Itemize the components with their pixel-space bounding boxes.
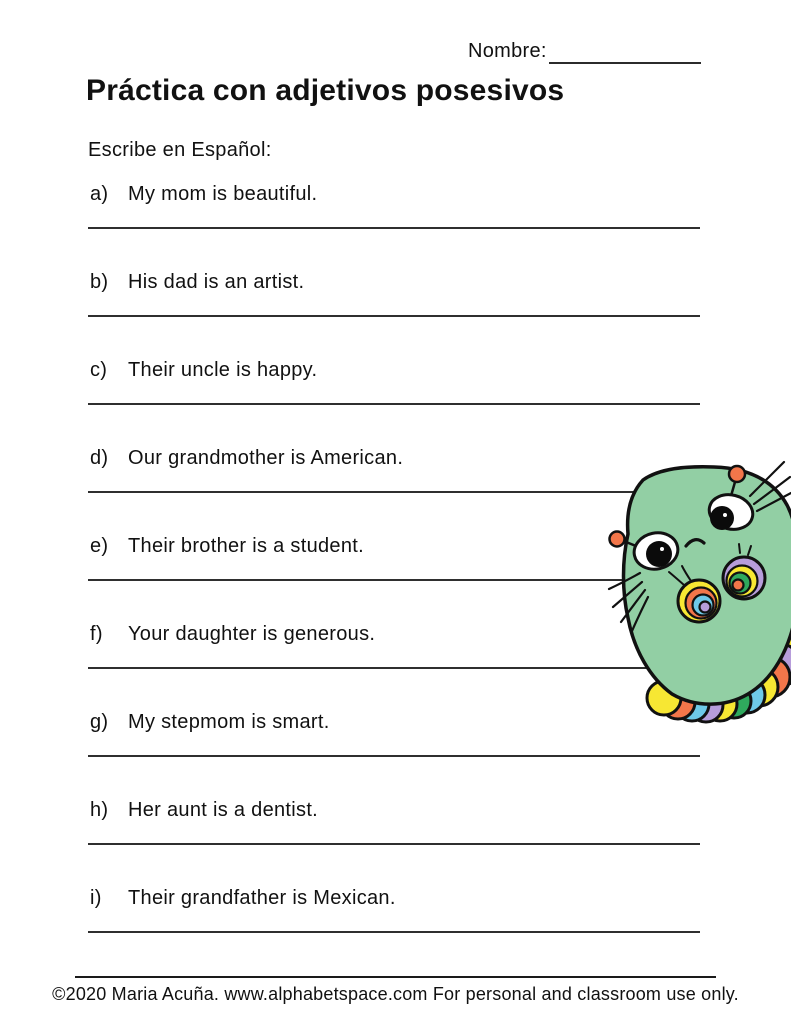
exercise-item (0, 269, 791, 357)
exercise-sentence: Her aunt is a dentist. (128, 799, 319, 821)
exercise-label: c) (90, 359, 108, 381)
exercise-label: i) (90, 887, 102, 909)
exercise-label: f) (90, 623, 103, 645)
exercise-label: e) (90, 535, 109, 557)
exercise-sentence: His dad is an artist. (128, 271, 305, 293)
exercise-sentence-row (0, 181, 791, 207)
instructions-text: Escribe en Español: (88, 139, 272, 161)
exercise-sentence: My mom is beautiful. (128, 183, 318, 205)
exercise-item (0, 885, 791, 973)
exercise-sentence: Their uncle is happy. (128, 359, 318, 381)
exercise-sentence: My stepmom is smart. (128, 711, 330, 733)
exercise-label: g) (90, 711, 109, 733)
answer-blank-line[interactable] (88, 755, 700, 757)
exercise-sentence-row (0, 885, 791, 911)
caterpillar-illustration (580, 440, 791, 740)
name-label: Nombre: (468, 40, 547, 62)
exercise-item (0, 181, 791, 269)
answer-blank-line[interactable] (88, 843, 700, 845)
answer-blank-line[interactable] (88, 315, 700, 317)
exercise-sentence: Their grandfather is Mexican. (128, 887, 396, 909)
exercise-item (0, 797, 791, 885)
footer-divider (75, 976, 716, 978)
answer-blank-line[interactable] (88, 931, 700, 933)
exercise-label: d) (90, 447, 109, 469)
page-title: Práctica con adjetivos posesivos (86, 74, 565, 107)
name-blank-line[interactable] (549, 62, 701, 64)
exercise-item (0, 357, 791, 445)
exercise-sentence-row (0, 797, 791, 823)
exercise-sentence: Our grandmother is American. (128, 447, 404, 469)
exercise-sentence-row (0, 269, 791, 295)
exercise-label: b) (90, 271, 109, 293)
answer-blank-line[interactable] (88, 403, 700, 405)
answer-blank-line[interactable] (88, 227, 700, 229)
exercise-sentence: Your daughter is generous. (128, 623, 376, 645)
exercise-sentence-row (0, 357, 791, 383)
footer-credit: ©2020 Maria Acuña. www.alphabetspace.com For personal and classroom use only. (52, 984, 739, 1004)
exercise-label: h) (90, 799, 109, 821)
exercise-sentence: Their brother is a student. (128, 535, 364, 557)
exercise-label: a) (90, 183, 109, 205)
